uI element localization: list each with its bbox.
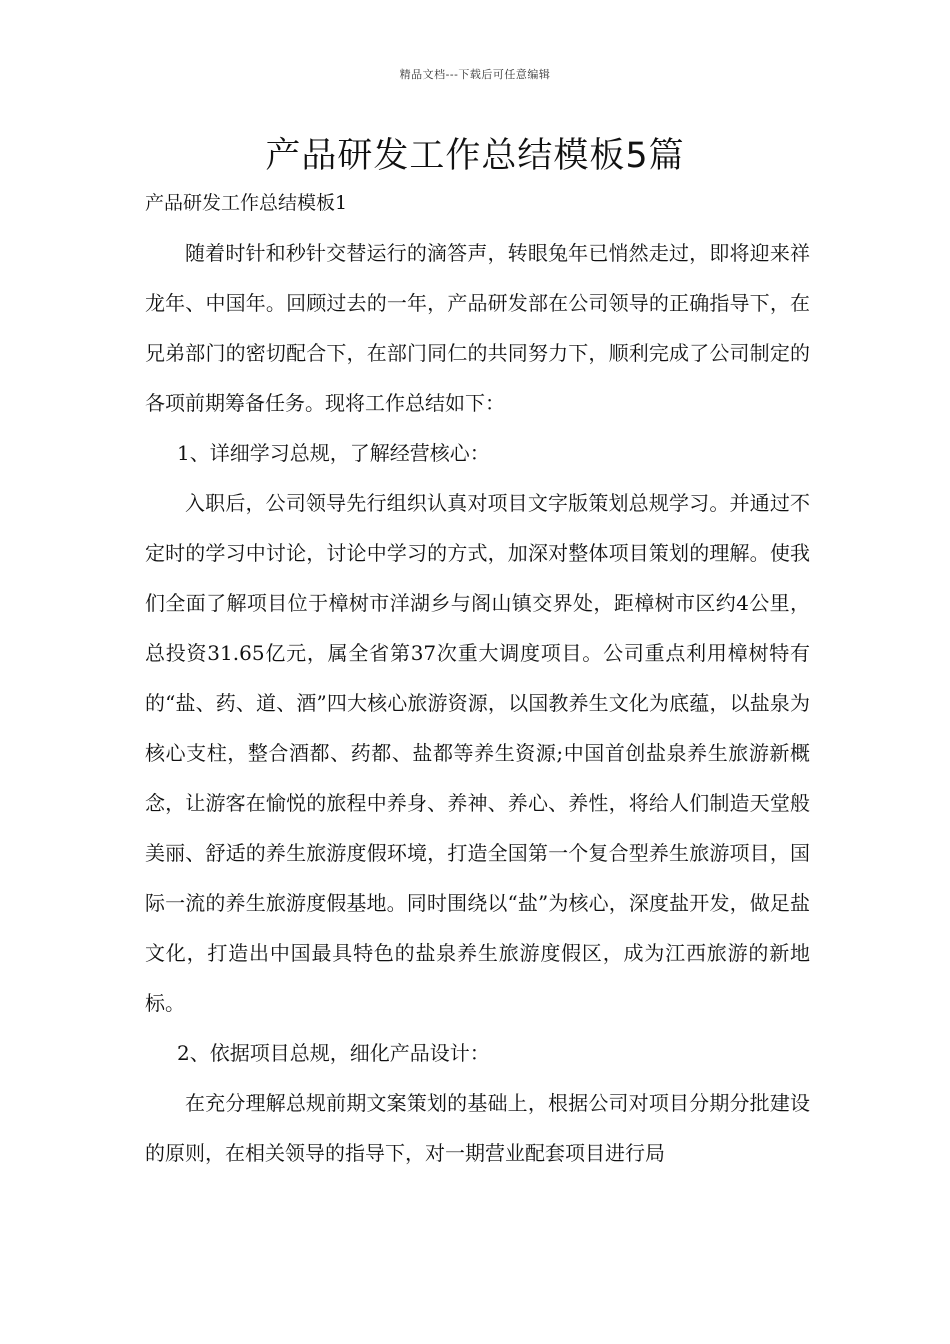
document-title: 产品研发工作总结模板5篇 [265, 136, 685, 176]
section-1-paragraph: 入职后，公司领导先行组织认真对项目文字版策划总规学习。并通过不定时的学习中讨论，讨论中学习的方式，加深对整体项目策划的理解。使我们全面了解项目位于樟树市洋湖乡与阁山镇交界处，距樟树市区约4公里，总投资31.65亿元，属全省第37次重大调度项目。公司重点利用樟树特有的“盐、药、道、酒”四大核心旅游资源，以国教养生文化为底蕴，以盐泉为核心支柱，整合酒都、药都、盐都等养生资源;中国首创盐泉养生旅游新概念，让游客在愉悦的旅程中养身、养神、养心、养性，将给人们制造天堂般美丽、舒适的养生旅游度假环境，打造全国第一个复合型养生旅游项目，国际一流的养生旅游度假基地。同时围绕以“盐”为核心，深度盐开发，做足盐文化，打造出中国最具特色的盐泉养生旅游度假区，成为江西旅游的新地标。 [145, 491, 810, 1015]
section-2-paragraph: 在充分理解总规前期文案策划的基础上，根据公司对项目分期分批建设的原则，在相关领导的指导下，对一期营业配套项目进行局 [145, 1091, 810, 1165]
header-note: 精品文档---下载后可任意编辑 [399, 68, 551, 81]
document-body [145, 178, 810, 1178]
section-1-heading: 1、详细学习总规，了解经营核心： [177, 441, 490, 465]
intro-paragraph: 随着时针和秒针交替运行的滴答声，转眼兔年已悄然走过，即将迎来祥龙年、中国年。回顾过去的一年，产品研发部在公司领导的正确指导下，在兄弟部门的密切配合下，在部门同仁的共同努力下，顺利完成了公司制定的各项前期筹备任务。现将工作总结如下： [145, 241, 810, 415]
section-2-heading: 2、依据项目总规，细化产品设计： [177, 1041, 490, 1065]
section-subtitle: 产品研发工作总结模板1 [145, 192, 348, 214]
